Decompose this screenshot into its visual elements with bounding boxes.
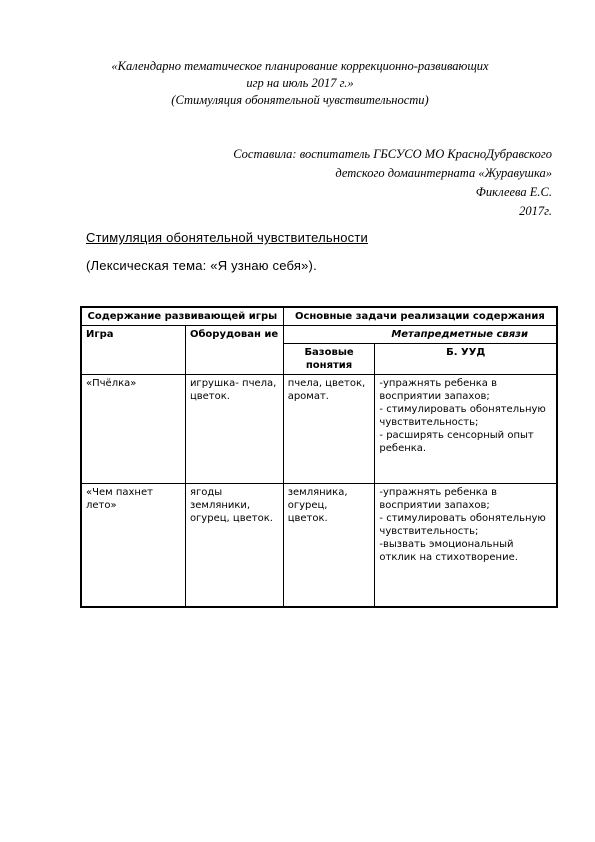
cell-equipment: ягоды земляники, огурец, цветок. — [185, 484, 283, 608]
cell-uud — [375, 375, 557, 484]
header-basic-concepts: Базовые понятия — [283, 344, 375, 375]
cell-game: «Пчёлка» — [81, 375, 185, 484]
section-title: Стимуляция обонятельной чувствительности — [86, 230, 369, 245]
author-line-3: Фиклеева Е.С. — [475, 185, 552, 199]
header-meta: Метапредметные связи — [283, 326, 557, 344]
planning-table — [80, 306, 558, 608]
header-equipment: Оборудован ие — [185, 326, 283, 375]
uud-line: -упражнять ребенка в восприятии запахов; — [379, 378, 498, 402]
header-tasks: Основные задачи реализации содержания — [283, 307, 557, 326]
header-line-3: (Стимуляция обонятельной чувствительности) — [171, 93, 429, 107]
header-content: Содержание развивающей игры — [81, 307, 283, 326]
uud-line: - стимулировать обонятельную чувствительность; — [379, 404, 546, 428]
uud-line: - стимулировать обонятельную чувствительность; — [379, 513, 546, 537]
cell-concepts: пчела, цветок, аромат. — [283, 375, 375, 484]
header-game: Игра — [81, 326, 185, 375]
author-line-1: Составила: воспитатель ГБСУСО МО КрасноДубравского — [233, 147, 552, 161]
author-line-4: 2017г. — [519, 204, 552, 218]
cell-uud — [375, 484, 557, 608]
uud-line: -вызвать эмоциональный отклик на стихотворение. — [379, 539, 518, 563]
cell-game: «Чем пахнет лето» — [81, 484, 185, 608]
table-row — [81, 375, 557, 484]
header-line-1: «Календарно тематическое планирование коррекционно-развивающих — [111, 59, 489, 73]
table-header-row-2 — [81, 326, 557, 344]
cell-concepts: земляника, огурец, цветок. — [283, 484, 375, 608]
table-row — [81, 484, 557, 608]
header-uud: Б. УУД — [375, 344, 557, 375]
author-block — [132, 145, 552, 221]
table-header-row-1 — [81, 307, 557, 326]
uud-line: -упражнять ребенка в восприятии запахов; — [379, 487, 498, 511]
document-header — [80, 58, 520, 109]
header-line-2: игр на июль 2017 г.» — [246, 76, 354, 90]
uud-line: - расширять сенсорный опыт ребенка. — [379, 430, 534, 454]
cell-equipment: игрушка- пчела, цветок. — [185, 375, 283, 484]
lexical-theme: (Лексическая тема: «Я узнаю себя»). — [86, 258, 317, 273]
author-line-2: детского домаинтерната «Журавушка» — [335, 166, 552, 180]
